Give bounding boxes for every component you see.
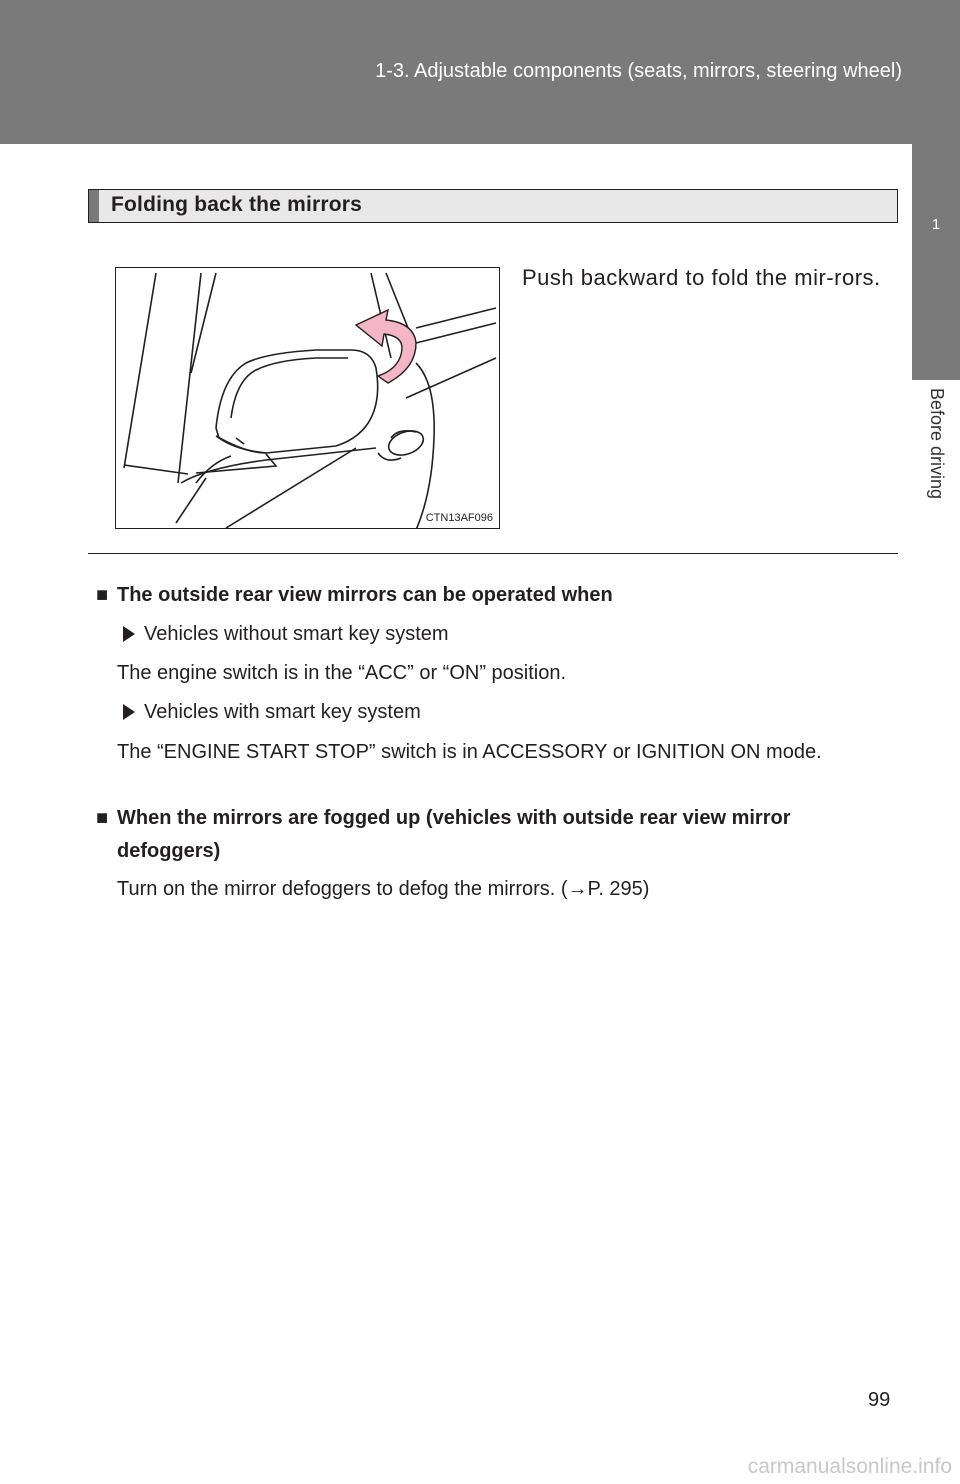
section-heading-accent (89, 190, 99, 222)
triangle-bullet-icon (123, 704, 135, 720)
fold-instruction: Push backward to fold the mir-rors. (522, 265, 881, 290)
chapter-tab (912, 144, 960, 380)
triangle-bullet-icon (123, 626, 135, 642)
mirror-drawing (116, 268, 500, 529)
note-heading-text: When the mirrors are fogged up (vehicles with outside rear view mirror (117, 807, 791, 829)
figure-code: CTN13AF096 (425, 512, 493, 524)
section-heading-bar (88, 189, 898, 223)
condition-text-no-smart-key: The engine switch is in the “ACC” or “ON” position. (117, 662, 567, 684)
chapter-tab-label-wrap (912, 388, 960, 538)
watermark: carmanualsonline.info (747, 1455, 952, 1478)
condition-label-no-smart-key (123, 619, 449, 649)
divider (88, 553, 898, 554)
chapter-number: 1 (931, 216, 941, 233)
defog-text: Turn on the mirror defoggers to defog the mirrors. (→P. 295) (117, 878, 650, 900)
page-number: 99 (868, 1389, 891, 1411)
condition-text-smart-key: The “ENGINE START STOP” switch is in ACCESSORY or IGNITION ON mode. (117, 741, 822, 763)
note-heading-defog (96, 803, 791, 834)
square-bullet-icon: ■ (96, 584, 109, 606)
mirror-fold-illustration (115, 267, 500, 529)
condition-label-smart-key (123, 697, 421, 727)
note-heading-defog-line2: defoggers) (117, 840, 221, 862)
condition-label-text: Vehicles without smart key system (144, 623, 449, 645)
chapter-tab-label: Before driving (927, 388, 947, 500)
header-band (0, 0, 960, 144)
note-heading-operation (96, 580, 613, 611)
condition-label-text: Vehicles with smart key system (144, 701, 421, 723)
chapter-title: 1-3. Adjustable components (seats, mirrors, steering wheel) (375, 60, 902, 82)
square-bullet-icon: ■ (96, 807, 109, 829)
fold-direction-arrow (356, 310, 416, 383)
note-heading-text: The outside rear view mirrors can be operated when (117, 584, 613, 606)
section-heading: Folding back the mirrors (111, 193, 363, 216)
